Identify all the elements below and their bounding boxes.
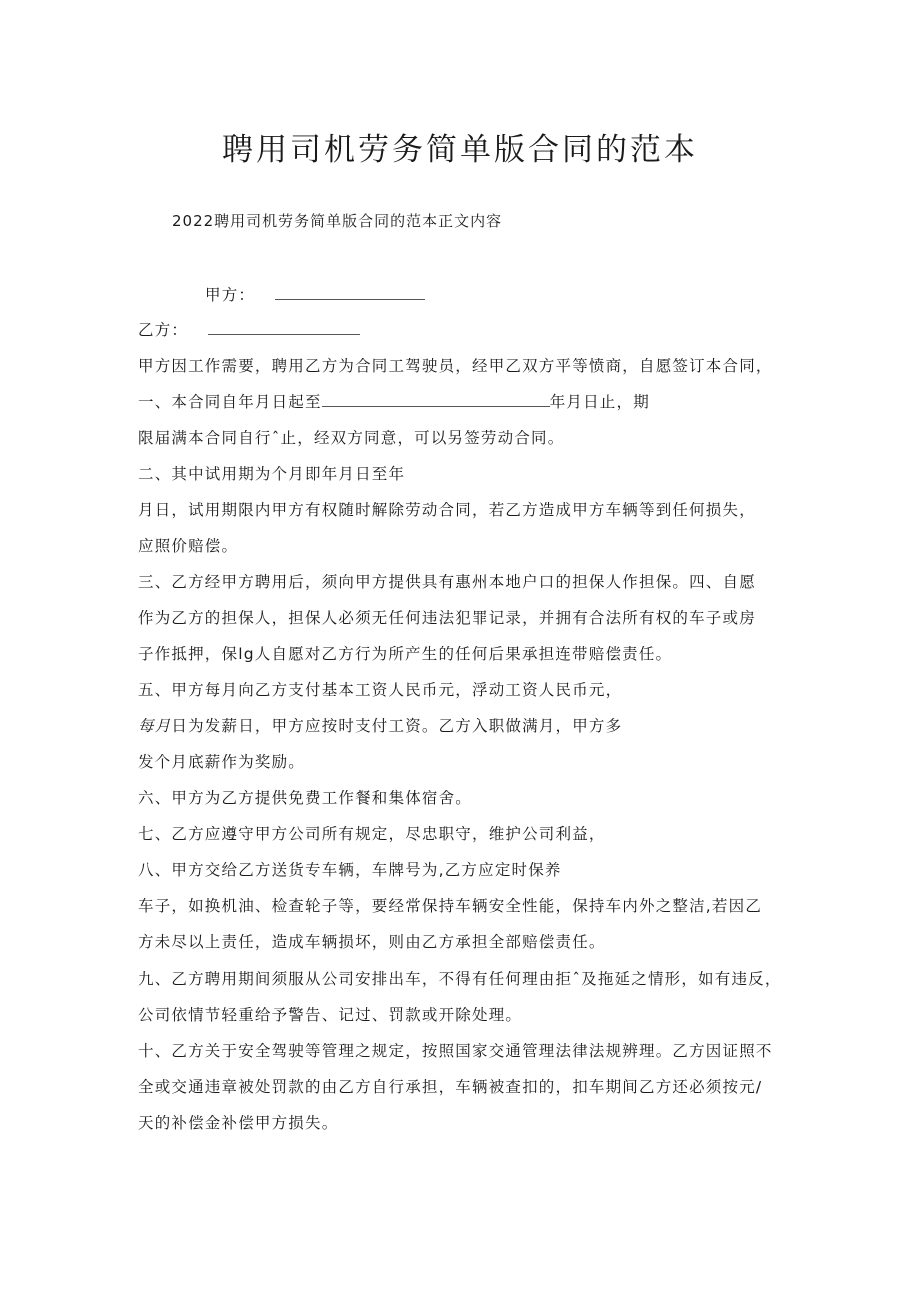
clause-1-end: 年月日止，期: [549, 393, 650, 411]
party-a-label: 甲方：: [205, 286, 256, 304]
clause-8-cont-2: 方未尽以上责任，造成车辆损坏，则由乙方承担全部赔偿责任。: [138, 933, 606, 951]
document-title: 聘用司机劳务简单版合同的范本: [222, 132, 698, 168]
clause-1-line: [138, 389, 650, 415]
clause-6-line: 六、甲方为乙方提供免费工作餐和集体宿舍。: [138, 789, 473, 807]
clause-5-line: 五、甲方每月向乙方支付基本工资人民币元，浮动工资人民币元，: [138, 681, 623, 699]
clause-3-line: 三、乙方经甲方聘用后，须向甲方提供具有惠州本地户口的担保人作担保。四、自愿: [138, 573, 756, 591]
clause-1-blank: [322, 392, 550, 407]
clause-10-cont-1: 全或交通违章被处罚款的由乙方自行承担，车辆被查扣的，扣车期间乙方还必须按元/: [138, 1078, 763, 1096]
clause-2-cont-1: 月日，试用期限内甲方有权随时解除劳动合同，若乙方造成甲方车辆等到任何损失，: [138, 501, 756, 519]
party-a-blank: [275, 285, 425, 300]
party-a-line: [205, 282, 425, 308]
party-b-line: [138, 317, 360, 343]
clause-5-italic: 每月: [138, 717, 172, 735]
clause-7-line: 七、乙方应遵守甲方公司所有规定，尽忠职守，维护公司利益，: [138, 825, 606, 843]
clause-5-cont-2: 发个月底薪作为奖励。: [138, 753, 306, 771]
party-b-label: 乙方：: [138, 321, 189, 339]
clause-5-cont-1: [138, 713, 622, 739]
intro-line: 甲方因工作需要，聘用乙方为合同工驾驶员，经甲乙双方平等愤商，自愿签订本合同，: [138, 357, 773, 375]
clause-8-cont-1: 车子，如换机油、检查轮子等，要经常保持车辆安全性能，保持车内外之整洁,若因乙: [138, 897, 763, 915]
clause-5-rest: 日为发薪日，甲方应按时支付工资。乙方入职做满月，甲方多: [171, 717, 623, 735]
clause-8-line: 八、甲方交给乙方送货专车辆，车牌号为,乙方应定时保养: [138, 861, 562, 879]
document-subtitle: 2022聘用司机劳务简单版合同的范本正文内容: [172, 212, 503, 230]
clause-3-cont-2: 子作抵押，保lg人自愿对乙方行为所产生的任何后果承担连带赔偿责任。: [138, 645, 673, 663]
party-b-blank: [208, 320, 360, 335]
clause-3-cont-1: 作为乙方的担保人，担保人必须无任何违法犯罪记录，并拥有合法所有权的车子或房: [138, 609, 756, 627]
clause-2-line: 二、其中试用期为个月即年月日至年: [138, 465, 406, 483]
clause-2-cont-2: 应照价赔偿。: [138, 537, 239, 555]
clause-9-cont: 公司依情节轻重给予警告、记过、罚款或开除处理。: [138, 1006, 523, 1024]
clause-10-line: 十、乙方关于安全驾驶等管理之规定，按照国家交通管理法律法规辨理。乙方因证照不: [138, 1042, 773, 1060]
clause-9-line: 九、乙方聘用期间须服从公司安排出车，不得有任何理由拒ˆ及拖延之情形，如有违反，: [138, 970, 782, 988]
clause-1-cont: 限届满本合同自行ˆ止，经双方同意，可以另签劳动合同。: [138, 429, 565, 447]
clause-1-start: 一、本合同自年月日起至: [138, 393, 322, 411]
clause-10-cont-2: 天的补偿金补偿甲方损失。: [138, 1114, 339, 1132]
